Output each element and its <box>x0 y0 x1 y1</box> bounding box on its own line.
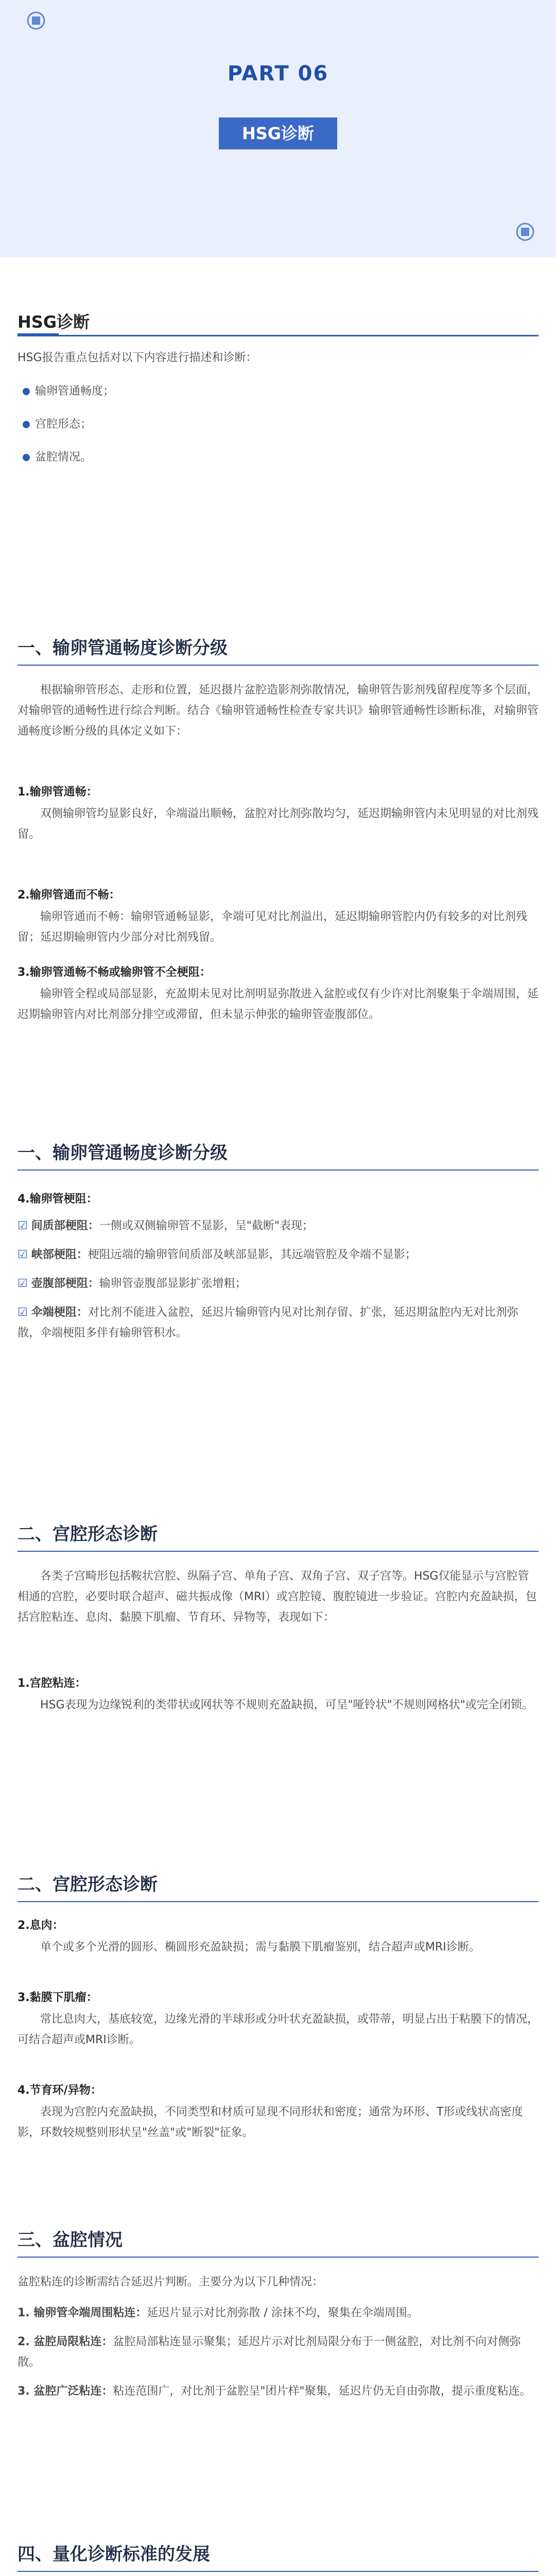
grading1-p2: 双侧输卵管均显影良好，伞端溢出顺畅，盆腔对比剂弥散均匀，延迟期输卵管内未见明显的对比剂残留。 <box>18 807 539 841</box>
pelvic-p1: 盆腔粘连的诊断需结合延迟片判断。主要分为以下几种情况： <box>18 2276 324 2289</box>
pelvic-underline <box>18 2257 538 2258</box>
bullet-icon <box>23 454 30 461</box>
list-item: 1. 输卵管伞端周围粘连：延迟片显示对比剂弥散 / 涂抹不均，聚集在伞端周围。 <box>18 2307 419 2319</box>
uterine2-p5: 表现为宫腔内充盈缺损，不同类型和材质可显现不同形状和密度；通常为环形、T形或线状高密度影，环数较规整则形状呈"丝盖"或"断裂"征象。 <box>18 2106 523 2139</box>
logo-icon-right <box>515 222 535 242</box>
list-item: ☑ 峡部梗阻：梗阻远端的输卵管间质部及峡部显影，其远端管腔及伞端不显影； <box>18 1248 416 1261</box>
uterine2-title: 二、宫腔形态诊断 <box>18 1874 158 1895</box>
grading1-h1: 1.输卵管通畅： <box>18 786 98 799</box>
bullet-icon <box>23 388 30 395</box>
grading1-h2: 2.输卵管通而不畅： <box>18 889 120 902</box>
list-item: 宫腔形态； <box>23 414 537 435</box>
uterine2-p4: 常比息肉大，基底较宽，边缘光滑的半球形或分叶状充盈缺损，或带蒂，明显占出于粘膜下的情况，可结合超声或MRI诊断。 <box>18 2013 539 2046</box>
grading1-underline <box>18 665 538 666</box>
hsg-title: HSG诊断 <box>18 312 90 332</box>
uterine1-p1: 各类子宫畸形包括鞍状宫腔、纵隔子宫、单角子宫、双角子宫、双子宫等。HSG仅能显示与宫腔管相通的宫腔，必要时联合超声、磁共振成像（MRI）或宫腔镜、腹腔镜进一步验证。宫腔内充盈缺损，包括宫腔粘连、息肉、黏膜下肌瘤、节育环、异物等，表现如下： <box>18 1570 537 1624</box>
list-item: ☑ 壶腹部梗阻：输卵管壶腹部显影扩张增粗； <box>18 1277 247 1290</box>
uterine1-underline <box>18 1551 538 1552</box>
check-icon: ☑ <box>18 1277 28 1290</box>
grading2-title: 一、输卵管通畅度诊断分级 <box>18 1143 228 1163</box>
grading2-underline <box>18 1170 538 1171</box>
uterine1-p2: HSG表现为边缘锐利的类带状或网状等不规则充盈缺损，可呈"哑铃状"不规则网格状"或完全闭锁。 <box>40 1699 533 1711</box>
pelvic-title: 三、盆腔情况 <box>18 2230 123 2250</box>
grading1-p1: 根据输卵管形态、走形和位置，延迟摄片盆腔造影剂弥散情况，输卵管告影剂残留程度等多个层面，对输卵管的通畅性进行综合判断。结合《输卵管通畅性检查专家共识》输卵管通畅性诊断标准，对输卵管通畅度诊断分级的具体定义如下： <box>18 684 539 738</box>
hsg-underline-accent <box>18 333 59 336</box>
grading2-h1: 4.输卵管梗阻： <box>18 1193 98 1206</box>
grading1-title: 一、输卵管通畅度诊断分级 <box>18 638 228 658</box>
quant-underline <box>18 2571 538 2572</box>
hsg-intro: HSG报告重点包括对以下内容进行描述和诊断： <box>18 351 257 364</box>
check-icon: ☑ <box>18 1219 28 1232</box>
quant-title: 四、量化诊断标准的发展 <box>18 2544 210 2565</box>
check-icon: ☑ <box>18 1306 28 1319</box>
bullet-icon <box>23 421 30 428</box>
uterine2-h4: 4.节育环/异物： <box>18 2084 102 2097</box>
list-item: ☑ 伞端梗阻：对比剂不能进入盆腔，延迟片输卵管内见对比剂存留、扩张，延迟期盆腔内无对比剂弥散，伞端梗阻多伴有输卵管积水。 <box>18 1306 518 1340</box>
ribbon-title: HSG诊断 <box>219 117 337 149</box>
grading1-p4: 输卵管全程或局部显影，充盈期未见对比剂明显弥散进入盆腔或仅有少许对比剂聚集于伞端周围，延迟期输卵管内对比剂部分排空或滞留，但未显示伸张的输卵管壶腹部位。 <box>18 988 539 1021</box>
grading2-items <box>18 1216 538 1344</box>
uterine1-h1: 1.宫腔粘连： <box>18 1677 86 1690</box>
list-item: 2. 盆腔局限粘连：盆腔局部粘连显示聚集；延迟片示对比剂局限分布于一侧盆腔，对比剂不向对侧弥散。 <box>18 2335 521 2369</box>
logo-icon <box>26 10 46 31</box>
list-item: 输卵管通畅度； <box>23 381 537 402</box>
uterine2-underline <box>18 1901 538 1902</box>
check-icon: ☑ <box>18 1248 28 1261</box>
list-item: 盆腔情况。 <box>23 447 537 468</box>
uterine1-title: 二、宫腔形态诊断 <box>18 1524 158 1545</box>
uterine2-p3: 单个或多个光滑的圆形、椭圆形充盈缺损；需与黏膜下肌瘤鉴别，结合超声或MRI诊断。 <box>40 1941 480 1954</box>
part-label: PART 06 <box>227 62 329 86</box>
hsg-bullets <box>23 381 537 468</box>
uterine2-h2: 2.息肉： <box>18 1919 64 1932</box>
hsg-underline <box>18 335 538 336</box>
grading1-h3: 3.输卵管通畅不畅或输卵管不全梗阻： <box>18 966 211 979</box>
pelvic-items <box>18 2303 538 2402</box>
list-item: ☑ 间质部梗阻：一侧或双侧输卵管不显影，呈"截断"表现； <box>18 1219 314 1232</box>
list-item: 3. 盆腔广泛粘连：粘连范围广，对比剂于盆腔呈"团片样"聚集，延迟片仍无自由弥散，提示重度粘连。 <box>18 2385 531 2398</box>
uterine2-h3: 3.黏膜下肌瘤： <box>18 1991 98 2004</box>
grading1-p3: 输卵管通而不畅：输卵管通畅显影，伞端可见对比剂溢出，延迟期输卵管腔内仍有较多的对比剂残留；延迟期输卵管内少部分对比剂残留。 <box>18 910 528 944</box>
